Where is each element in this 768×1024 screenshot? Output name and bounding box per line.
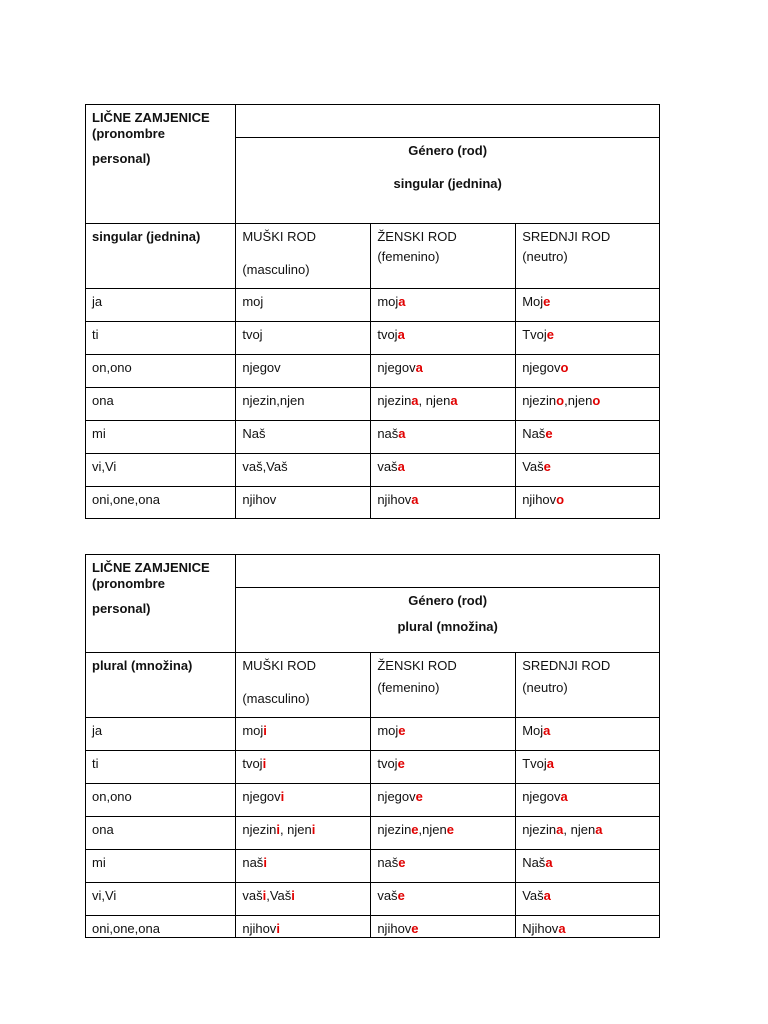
pronoun-text: mi <box>92 426 106 441</box>
table-title-cell <box>86 105 236 224</box>
stem-text: , njen <box>418 393 451 408</box>
pronoun-cell <box>86 718 236 751</box>
pronoun-text: vi,Vi <box>92 459 117 474</box>
feminine-form-cell <box>371 883 516 916</box>
column-label: SREDNJI ROD <box>522 229 611 244</box>
title-line-1: LIČNE ZAMJENICE <box>92 560 210 575</box>
ending-highlight: i <box>291 888 295 903</box>
ending-highlight: i <box>276 822 280 837</box>
ending-highlight: e <box>397 756 405 771</box>
pronoun-cell <box>86 916 236 938</box>
row-header: plural (množina) <box>92 658 193 673</box>
title-line-2: (pronombre <box>92 126 165 141</box>
column-sublabel: (femenino) <box>377 680 440 695</box>
feminine-form-cell <box>371 421 516 454</box>
stem-text: moj <box>377 294 399 309</box>
neuter-form-cell <box>516 784 660 817</box>
ending-highlight: e <box>415 789 423 804</box>
ending-highlight: o <box>556 492 565 507</box>
feminine-form-cell <box>371 454 516 487</box>
ending-highlight: i <box>263 723 267 738</box>
ending-highlight: e <box>411 822 419 837</box>
ending-highlight: a <box>411 492 419 507</box>
stem-text: moj <box>377 723 399 738</box>
stem-text: , njen <box>279 822 312 837</box>
ending-highlight: e <box>411 921 419 936</box>
column-header-masculine <box>236 653 371 718</box>
stem-text: njegov <box>522 360 561 375</box>
feminine-form-cell <box>371 817 516 850</box>
masculine-form-cell <box>236 817 371 850</box>
column-header-neuter <box>516 224 660 289</box>
masculine-form-cell <box>236 388 371 421</box>
ending-highlight: a <box>543 888 551 903</box>
ending-highlight: a <box>397 327 405 342</box>
column-sublabel: (masculino) <box>242 691 310 706</box>
stem-text: vaš,Vaš <box>242 459 288 474</box>
column-sublabel: (neutro) <box>522 249 568 264</box>
ending-highlight: e <box>546 327 554 342</box>
pronoun-text: on,ono <box>92 789 132 804</box>
ending-highlight: a <box>546 756 554 771</box>
ending-highlight: i <box>262 756 267 771</box>
feminine-form-cell <box>371 751 516 784</box>
ending-highlight: a <box>560 789 568 804</box>
stem-text: naš <box>242 855 264 870</box>
feminine-form-cell <box>371 487 516 519</box>
column-label: MUŠKI ROD <box>242 229 317 244</box>
ending-highlight: i <box>262 888 267 903</box>
masculine-form-cell <box>236 289 371 322</box>
ending-highlight: e <box>545 426 553 441</box>
stem-text: Naš <box>242 426 266 441</box>
pronoun-text: ja <box>92 723 103 738</box>
pronoun-cell <box>86 817 236 850</box>
masculine-form-cell <box>236 916 371 938</box>
stem-text: , njen <box>563 822 596 837</box>
stem-text: njezin <box>242 822 277 837</box>
ending-highlight: i <box>276 921 280 936</box>
stem-text: ,Vaš <box>266 888 292 903</box>
masculine-form-cell <box>236 487 371 519</box>
stem-text: vaš <box>242 888 263 903</box>
row-header-cell <box>86 653 236 718</box>
masculine-form-cell <box>236 883 371 916</box>
ending-highlight: e <box>543 294 551 309</box>
neuter-form-cell <box>516 850 660 883</box>
pronoun-cell <box>86 850 236 883</box>
ending-highlight: a <box>398 426 406 441</box>
ending-highlight: e <box>446 822 454 837</box>
stem-text: ,njen <box>418 822 447 837</box>
ending-highlight: e <box>398 723 406 738</box>
neuter-form-cell <box>516 289 660 322</box>
column-label: MUŠKI ROD <box>242 658 317 673</box>
stem-text: vaš <box>377 888 398 903</box>
neuter-form-cell <box>516 751 660 784</box>
stem-text: Naš <box>522 855 546 870</box>
table-body <box>86 718 660 938</box>
stem-text: naš <box>377 426 399 441</box>
pronoun-text: ona <box>92 822 114 837</box>
pronoun-cell <box>86 454 236 487</box>
stem-text: tvoj <box>242 756 263 771</box>
stem-text: Vaš <box>522 459 544 474</box>
table-row <box>86 388 660 421</box>
pronoun-text: ti <box>92 327 99 342</box>
stem-text: njihov <box>242 921 277 936</box>
stem-text: njezin <box>522 393 557 408</box>
pronoun-text: oni,one,ona <box>92 492 160 507</box>
stem-text: Vaš <box>522 888 544 903</box>
table-row <box>86 322 660 355</box>
masculine-form-cell <box>236 751 371 784</box>
neuter-form-cell <box>516 421 660 454</box>
gender-header-cell <box>236 588 660 653</box>
stem-text: tvoj <box>242 327 263 342</box>
masculine-form-cell <box>236 355 371 388</box>
pronoun-cell <box>86 322 236 355</box>
ending-highlight: a <box>398 294 406 309</box>
ending-highlight: a <box>543 723 551 738</box>
stem-text: Moj <box>522 723 544 738</box>
masculine-form-cell <box>236 322 371 355</box>
pronoun-cell <box>86 883 236 916</box>
stem-text: njihov <box>377 921 412 936</box>
neuter-form-cell <box>516 355 660 388</box>
stem-text: njegov <box>242 789 281 804</box>
title-line-2: (pronombre <box>92 576 165 591</box>
empty-header-cell <box>236 555 660 588</box>
ending-highlight: a <box>545 855 553 870</box>
neuter-form-cell <box>516 718 660 751</box>
pronoun-text: oni,one,ona <box>92 921 160 936</box>
ending-highlight: o <box>560 360 569 375</box>
stem-text: moj <box>242 294 264 309</box>
pronoun-cell <box>86 289 236 322</box>
ending-highlight: a <box>595 822 603 837</box>
ending-highlight: a <box>450 393 458 408</box>
feminine-form-cell <box>371 784 516 817</box>
feminine-form-cell <box>371 850 516 883</box>
column-header-feminine <box>371 224 516 289</box>
pronoun-text: vi,Vi <box>92 888 117 903</box>
masculine-form-cell <box>236 850 371 883</box>
pronoun-cell <box>86 421 236 454</box>
column-label: ŽENSKI ROD <box>377 658 457 673</box>
row-header: singular (jednina) <box>92 229 201 244</box>
table-row <box>86 784 660 817</box>
ending-highlight: i <box>311 822 316 837</box>
number-header: plural (množina) <box>397 619 498 634</box>
pronoun-text: ona <box>92 393 114 408</box>
stem-text: moj <box>242 723 264 738</box>
empty-header-cell <box>236 105 660 138</box>
title-line-3: personal) <box>92 601 151 616</box>
feminine-form-cell <box>371 322 516 355</box>
table-row <box>86 916 660 938</box>
stem-text: ,njen <box>564 393 593 408</box>
neuter-form-cell <box>516 916 660 938</box>
table-row <box>86 883 660 916</box>
table-row <box>86 718 660 751</box>
feminine-form-cell <box>371 289 516 322</box>
stem-text: naš <box>377 855 399 870</box>
neuter-form-cell <box>516 883 660 916</box>
ending-highlight: o <box>592 393 601 408</box>
pronoun-text: on,ono <box>92 360 132 375</box>
table-row <box>86 454 660 487</box>
pronoun-cell <box>86 784 236 817</box>
neuter-form-cell <box>516 454 660 487</box>
stem-text: njihov <box>242 492 277 507</box>
stem-text: tvoj <box>377 756 398 771</box>
column-label: ŽENSKI ROD <box>377 229 457 244</box>
stem-text: njezin <box>377 393 412 408</box>
table-row <box>86 421 660 454</box>
stem-text: njezin <box>522 822 557 837</box>
singular-pronoun-table <box>85 104 660 519</box>
masculine-form-cell <box>236 454 371 487</box>
stem-text: njihov <box>377 492 412 507</box>
pronoun-cell <box>86 355 236 388</box>
ending-highlight: a <box>415 360 423 375</box>
column-header-masculine <box>236 224 371 289</box>
neuter-form-cell <box>516 388 660 421</box>
ending-highlight: e <box>398 855 406 870</box>
table-row <box>86 487 660 519</box>
ending-highlight: i <box>280 789 285 804</box>
pronoun-cell <box>86 751 236 784</box>
gender-header: Género (rod) <box>408 143 488 158</box>
pronoun-cell <box>86 388 236 421</box>
ending-highlight: e <box>543 459 551 474</box>
title-line-1: LIČNE ZAMJENICE <box>92 110 210 125</box>
stem-text: njegov <box>377 360 416 375</box>
stem-text: Tvoj <box>522 327 547 342</box>
neuter-form-cell <box>516 322 660 355</box>
pronoun-text: ti <box>92 756 99 771</box>
stem-text: njegov <box>377 789 416 804</box>
column-header-feminine <box>371 653 516 718</box>
stem-text: tvoj <box>377 327 398 342</box>
gender-header-cell <box>236 138 660 224</box>
stem-text: njezin,njen <box>242 393 305 408</box>
row-header-cell <box>86 224 236 289</box>
column-sublabel: (masculino) <box>242 262 310 277</box>
column-sublabel: (femenino) <box>377 249 440 264</box>
ending-highlight: i <box>263 855 267 870</box>
table-row <box>86 850 660 883</box>
feminine-form-cell <box>371 916 516 938</box>
feminine-form-cell <box>371 718 516 751</box>
table-body <box>86 289 660 519</box>
ending-highlight: a <box>558 921 566 936</box>
stem-text: njegov <box>242 360 281 375</box>
masculine-form-cell <box>236 784 371 817</box>
table-title-cell <box>86 555 236 653</box>
column-label: SREDNJI ROD <box>522 658 611 673</box>
table-row <box>86 355 660 388</box>
table-row <box>86 817 660 850</box>
masculine-form-cell <box>236 718 371 751</box>
masculine-form-cell <box>236 421 371 454</box>
ending-highlight: a <box>397 459 405 474</box>
stem-text: vaš <box>377 459 398 474</box>
table-row <box>86 751 660 784</box>
neuter-form-cell <box>516 817 660 850</box>
pronoun-cell <box>86 487 236 519</box>
table-row <box>86 289 660 322</box>
feminine-form-cell <box>371 388 516 421</box>
pronoun-text: ja <box>92 294 103 309</box>
column-sublabel: (neutro) <box>522 680 568 695</box>
gender-header: Género (rod) <box>408 593 488 608</box>
stem-text: njegov <box>522 789 561 804</box>
number-header: singular (jednina) <box>393 176 502 191</box>
title-line-3: personal) <box>92 151 151 166</box>
stem-text: Naš <box>522 426 546 441</box>
column-header-neuter <box>516 653 660 718</box>
stem-text: njezin <box>377 822 412 837</box>
feminine-form-cell <box>371 355 516 388</box>
ending-highlight: a <box>556 822 564 837</box>
ending-highlight: a <box>411 393 419 408</box>
ending-highlight: o <box>556 393 565 408</box>
neuter-form-cell <box>516 487 660 519</box>
stem-text: Njihov <box>522 921 559 936</box>
stem-text: Tvoj <box>522 756 547 771</box>
stem-text: Moj <box>522 294 544 309</box>
pronoun-text: mi <box>92 855 106 870</box>
stem-text: njihov <box>522 492 557 507</box>
ending-highlight: e <box>397 888 405 903</box>
plural-pronoun-table <box>85 554 660 938</box>
